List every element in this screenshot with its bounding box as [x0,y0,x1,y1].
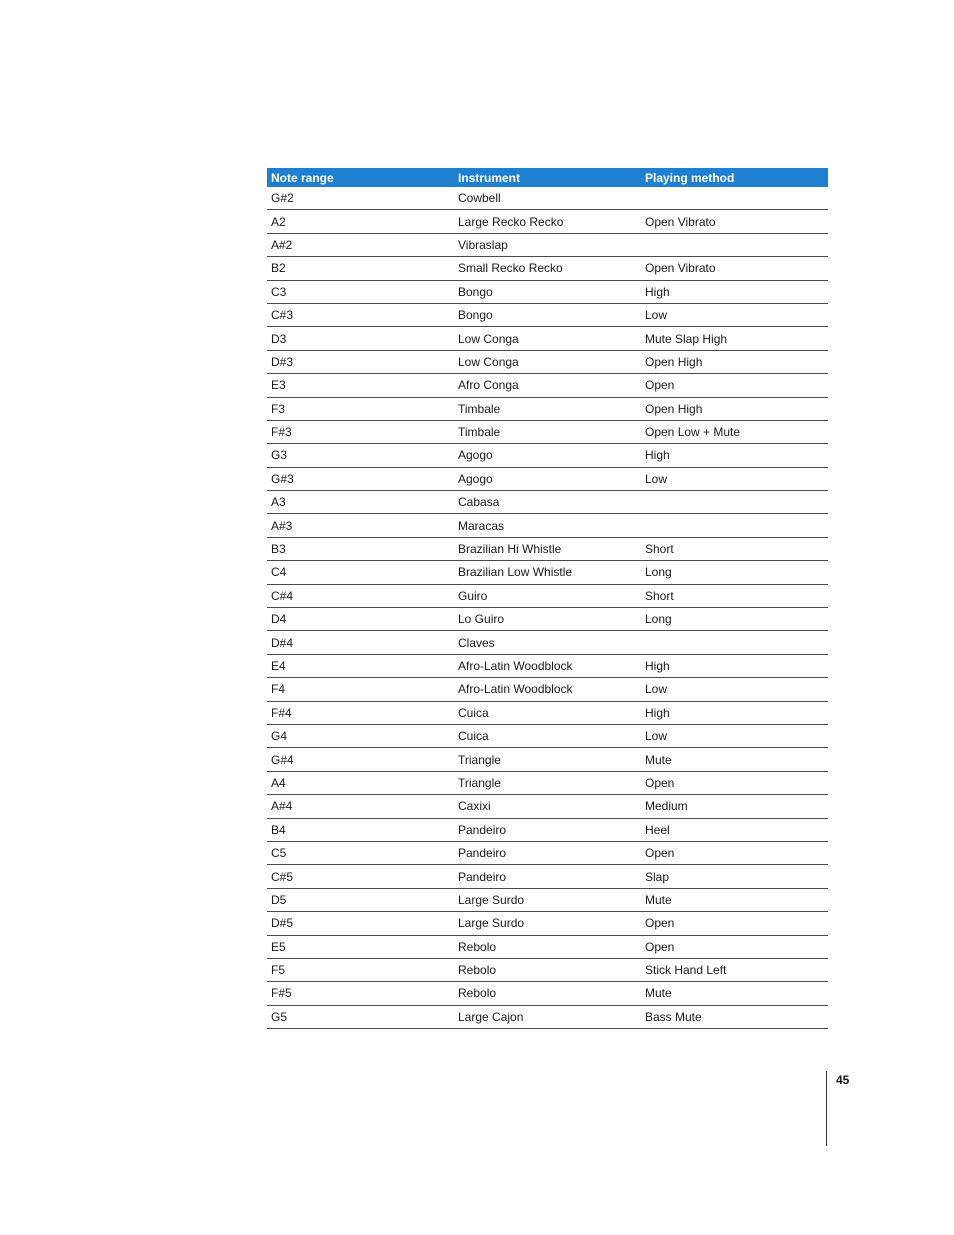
table-header [267,168,828,187]
cell-instrument: Pandeiro [454,865,641,888]
percussion-mapping-table-container [267,168,828,1029]
table-row [267,491,828,514]
cell-note-range: E4 [267,654,454,677]
cell-note-range: B2 [267,257,454,280]
table-row [267,303,828,326]
cell-playing-method: Open [641,841,828,864]
table-row [267,865,828,888]
cell-note-range: F#5 [267,982,454,1005]
cell-instrument: Pandeiro [454,841,641,864]
cell-instrument: Afro-Latin Woodblock [454,678,641,701]
cell-note-range: A4 [267,771,454,794]
cell-note-range: D3 [267,327,454,350]
table-row [267,514,828,537]
table-row [267,1005,828,1028]
cell-note-range: C5 [267,841,454,864]
cell-note-range: G3 [267,444,454,467]
table-row [267,467,828,490]
cell-instrument: Triangle [454,771,641,794]
cell-playing-method: Bass Mute [641,1005,828,1028]
cell-instrument: Guiro [454,584,641,607]
cell-playing-method: High [641,701,828,724]
table-row [267,257,828,280]
table-row [267,678,828,701]
cell-instrument: Brazilian Low Whistle [454,561,641,584]
cell-note-range: C#3 [267,303,454,326]
table-row [267,724,828,747]
table-row [267,748,828,771]
cell-playing-method: Open [641,935,828,958]
header-instrument: Instrument [458,170,521,185]
cell-playing-method [641,187,828,210]
cell-note-range: F#3 [267,420,454,443]
header-playing-method: Playing method [645,170,735,185]
cell-note-range: D#4 [267,631,454,654]
cell-playing-method: Low [641,303,828,326]
cell-note-range: A#3 [267,514,454,537]
cell-instrument: Bongo [454,280,641,303]
cell-instrument: Maracas [454,514,641,537]
cell-instrument: Pandeiro [454,818,641,841]
table-row [267,420,828,443]
table-row [267,841,828,864]
table-row [267,888,828,911]
cell-playing-method: Slap [641,865,828,888]
table-row [267,397,828,420]
cell-note-range: F4 [267,678,454,701]
table-row [267,584,828,607]
percussion-mapping-table [267,168,828,1029]
cell-playing-method: Short [641,537,828,560]
cell-playing-method: High [641,654,828,677]
table-row [267,210,828,233]
cell-note-range: C4 [267,561,454,584]
page-number-rule [826,1071,827,1146]
cell-instrument: Brazilian Hi Whistle [454,537,641,560]
cell-note-range: G#4 [267,748,454,771]
table-row [267,350,828,373]
cell-instrument: Triangle [454,748,641,771]
cell-playing-method: Open High [641,350,828,373]
cell-instrument: Cuica [454,701,641,724]
cell-playing-method: Mute [641,982,828,1005]
cell-playing-method: Long [641,561,828,584]
table-row [267,912,828,935]
cell-instrument: Large Cajon [454,1005,641,1028]
cell-instrument: Agogo [454,467,641,490]
cell-playing-method: Medium [641,795,828,818]
cell-note-range: G4 [267,724,454,747]
cell-note-range: G#3 [267,467,454,490]
cell-playing-method: Open Low + Mute [641,420,828,443]
cell-note-range: F#4 [267,701,454,724]
cell-playing-method: Open Vibrato [641,257,828,280]
cell-note-range: D#5 [267,912,454,935]
table-row [267,771,828,794]
table-row [267,631,828,654]
cell-note-range: A#4 [267,795,454,818]
cell-playing-method: Stick Hand Left [641,958,828,981]
cell-playing-method [641,631,828,654]
cell-instrument: Rebolo [454,935,641,958]
cell-playing-method: Low [641,724,828,747]
cell-instrument: Rebolo [454,982,641,1005]
cell-note-range: B3 [267,537,454,560]
table-header-row [267,168,828,187]
cell-note-range: D4 [267,608,454,631]
table-row [267,818,828,841]
cell-instrument: Low Conga [454,327,641,350]
cell-playing-method [641,491,828,514]
cell-note-range: A3 [267,491,454,514]
table-row [267,327,828,350]
cell-note-range: D5 [267,888,454,911]
cell-playing-method: High [641,444,828,467]
table-body [267,187,828,1029]
table-row [267,187,828,210]
cell-note-range: B4 [267,818,454,841]
cell-instrument: Vibraslap [454,233,641,256]
cell-playing-method: Open [641,912,828,935]
cell-note-range: E3 [267,374,454,397]
cell-playing-method: Mute Slap High [641,327,828,350]
table-row [267,654,828,677]
cell-instrument: Cabasa [454,491,641,514]
cell-playing-method: Open [641,771,828,794]
cell-playing-method: Short [641,584,828,607]
table-row [267,280,828,303]
cell-playing-method: Low [641,467,828,490]
cell-instrument: Small Recko Recko [454,257,641,280]
table-row [267,374,828,397]
cell-instrument: Claves [454,631,641,654]
table-row [267,608,828,631]
cell-playing-method: Open Vibrato [641,210,828,233]
cell-instrument: Lo Guiro [454,608,641,631]
cell-playing-method: High [641,280,828,303]
table-row [267,233,828,256]
cell-instrument: Timbale [454,397,641,420]
cell-instrument: Timbale [454,420,641,443]
table-row [267,935,828,958]
cell-instrument: Bongo [454,303,641,326]
cell-playing-method [641,514,828,537]
cell-note-range: C3 [267,280,454,303]
cell-note-range: D#3 [267,350,454,373]
cell-instrument: Large Recko Recko [454,210,641,233]
cell-instrument: Cuica [454,724,641,747]
table-row [267,795,828,818]
cell-note-range: A2 [267,210,454,233]
cell-instrument: Afro Conga [454,374,641,397]
cell-instrument: Cowbell [454,187,641,210]
page-number: 45 [836,1073,850,1087]
cell-note-range: F5 [267,958,454,981]
cell-note-range: A#2 [267,233,454,256]
cell-instrument: Low Conga [454,350,641,373]
cell-note-range: C#4 [267,584,454,607]
table-row [267,982,828,1005]
cell-note-range: E5 [267,935,454,958]
table-row [267,958,828,981]
cell-note-range: G5 [267,1005,454,1028]
cell-playing-method [641,233,828,256]
cell-playing-method: Long [641,608,828,631]
cell-playing-method: Low [641,678,828,701]
cell-note-range: F3 [267,397,454,420]
cell-instrument: Large Surdo [454,888,641,911]
cell-playing-method: Mute [641,748,828,771]
header-note-range: Note range [271,170,334,185]
table-row [267,701,828,724]
cell-note-range: C#5 [267,865,454,888]
cell-playing-method: Open High [641,397,828,420]
cell-playing-method: Mute [641,888,828,911]
table-row [267,537,828,560]
cell-instrument: Large Surdo [454,912,641,935]
cell-instrument: Caxixi [454,795,641,818]
table-row [267,444,828,467]
cell-playing-method: Open [641,374,828,397]
cell-playing-method: Heel [641,818,828,841]
table-row [267,561,828,584]
cell-instrument: Rebolo [454,958,641,981]
cell-instrument: Agogo [454,444,641,467]
cell-note-range: G#2 [267,187,454,210]
cell-instrument: Afro-Latin Woodblock [454,654,641,677]
